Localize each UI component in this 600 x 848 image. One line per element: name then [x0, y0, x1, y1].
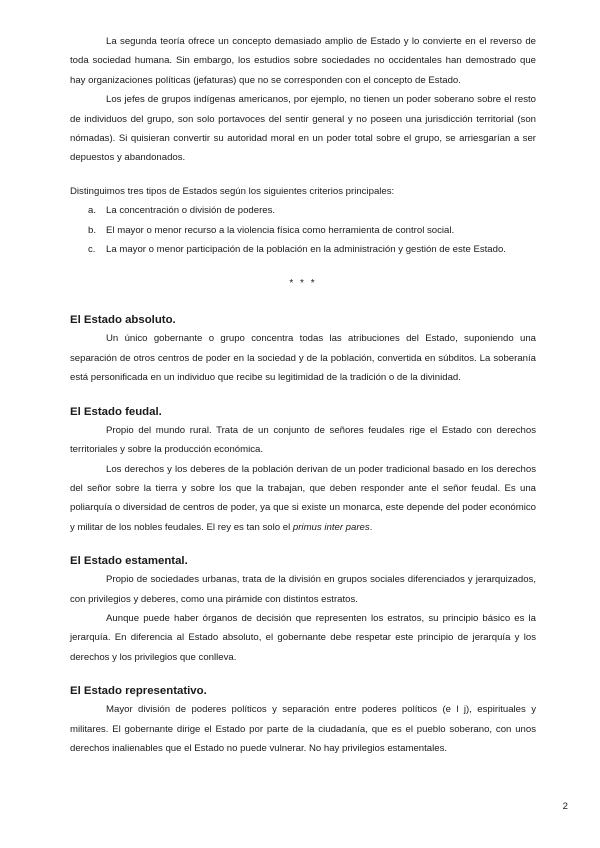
intro-paragraph-2: Los jefes de grupos indígenas americanos, por ejemplo, no tienen un poder soberano sobre el resto de individuos del grupo, son solo portavoces del sentir general y no poseen una jurisdicción territorial (son nómadas). Si quisieran convertir su autoridad moral en un poder total sobre el grupo, se arriesgarían a ser depuestos y abandonados.: [70, 94, 536, 164]
list-item-text: El mayor o menor recurso a la violencia física como herramienta de control social.: [106, 224, 455, 236]
section-heading: El Estado absoluto.: [70, 314, 176, 327]
section-paragraph: Propio de sociedades urbanas, trata de la división en grupos sociales diferenciados y jerarquizados, con privilegios y deberes, como una pirámide con distintos estratos.: [70, 574, 536, 605]
list-marker: b.: [88, 224, 97, 236]
section-paragraph: Aunque puede haber órganos de decisión que representen los estratos, su principio básico es la jerarquía. En diferencia al Estado absoluto, el gobernante debe respetar este principio de jerarquía y los derechos y los privilegios que conlleva.: [70, 612, 536, 663]
list-item: [70, 221, 536, 240]
section-separator: * * *: [289, 278, 317, 290]
intro-paragraph-1: La segunda teoría ofrece un concepto demasiado amplio de Estado y lo convierte en el reverso de toda sociedad humana. Sin embargo, los estudios sobre sociedades no occidentales han demostrado que hay organizaciones políticas (jefaturas) que no se corresponden con el concepto de Estado.: [70, 36, 536, 86]
section-paragraph: Mayor división de poderes políticos y separación entre poderes políticos (e l j), espirituales y militares. El gobernante dirige el Estado por parte de la ciudadanía, que es el pueblo soberano, con unos derechos inalienables que el Estado no puede vulnerar. No hay privilegios estamentales.: [70, 704, 536, 754]
page-content: [70, 32, 536, 758]
paragraph-text-end: .: [369, 521, 373, 533]
section-heading: El Estado representativo.: [70, 685, 207, 698]
section-estado-absoluto: [70, 311, 536, 387]
criteria-list: [70, 201, 536, 259]
section-paragraph: Un único gobernante o grupo concentra todas las atribuciones del Estado, suponiendo una separación de otros centros de poder en la sociedad y de la población, convertida en súbditos. La soberanía está personificada en un individuo que recibe su legitimidad de la tradición o de la divinidad.: [70, 333, 536, 384]
section-estado-estamental: [70, 552, 536, 667]
section-paragraph: Propio del mundo rural. Trata de un conjunto de señores feudales rige el Estado con derechos territoriales y sobre la producción económica.: [70, 424, 536, 456]
list-item: [70, 201, 536, 220]
latin-phrase: primus inter pares: [292, 521, 370, 533]
list-item-text: La mayor o menor participación de la población en la administración y gestión de este Estado.: [106, 244, 506, 256]
section-estado-feudal: [70, 403, 536, 537]
section-heading: El Estado estamental.: [70, 555, 188, 568]
list-marker: c.: [88, 244, 96, 256]
criteria-lead: Distinguimos tres tipos de Estados según los siguientes criterios principales:: [70, 185, 395, 197]
section-paragraph: [70, 460, 536, 538]
list-item-text: La concentración o división de poderes.: [106, 205, 276, 217]
page-number: 2: [562, 801, 568, 812]
list-marker: a.: [88, 205, 97, 217]
list-item: [70, 240, 536, 259]
section-estado-representativo: [70, 682, 536, 758]
section-heading: El Estado feudal.: [70, 405, 162, 418]
paragraph-text: Los derechos y los deberes de la población derivan de un poder tradicional basado en los derechos del señor sobre la tierra y sobre los que la trabajan, que deben responder ante el señor feudal. Es una poliarquía o diversidad de centros de poder, ya que si existe un monarca, este depende del poder económico y militar de los nobles feudales. El rey es tan solo el: [70, 463, 536, 533]
